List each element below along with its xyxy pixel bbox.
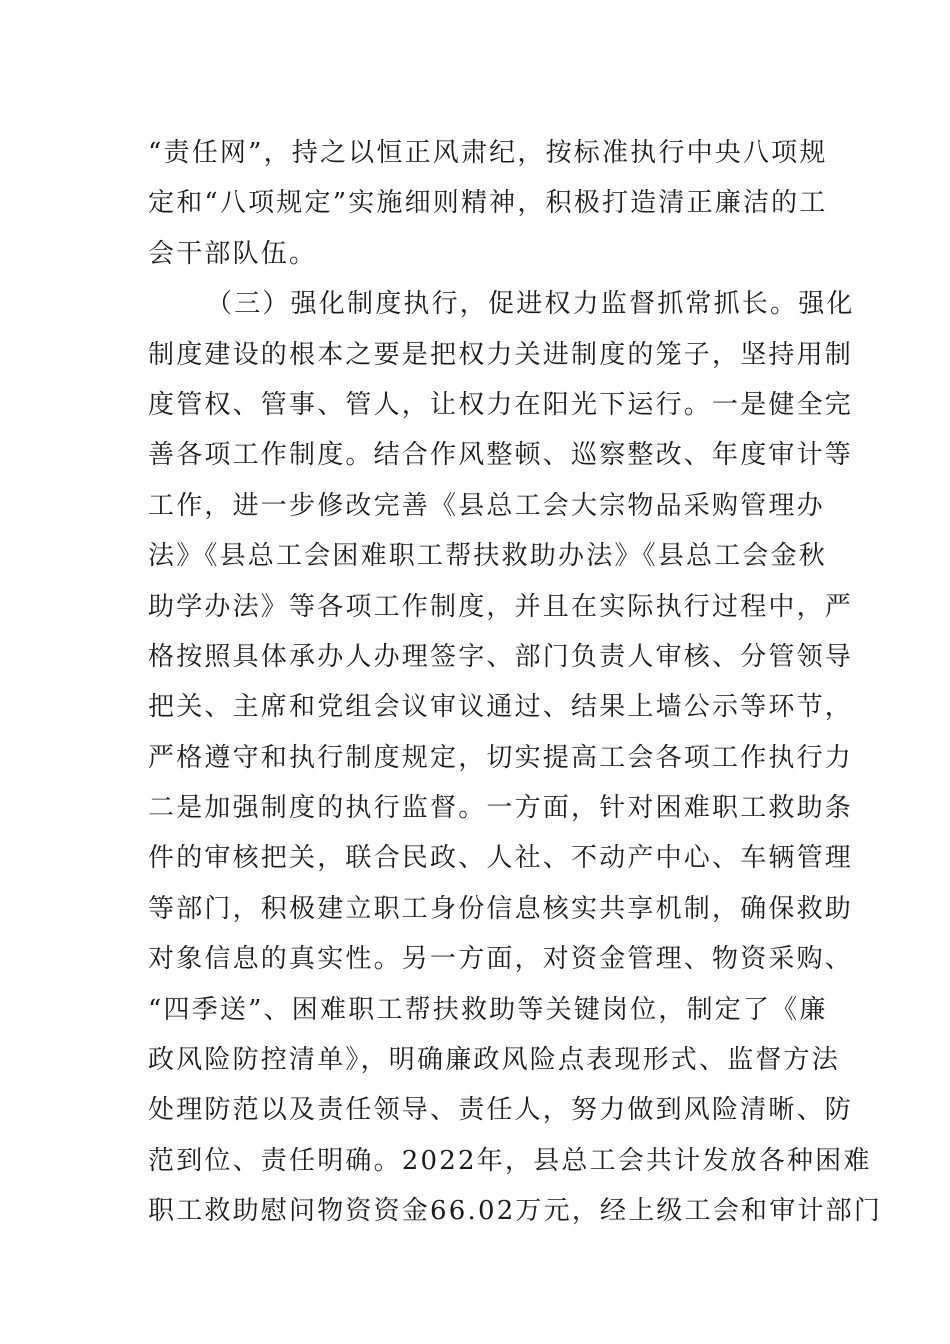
text-line: 定和“八项规定”实施细则精神，积极打造清正廉洁的工 [148,188,828,219]
text-line: “四季送”、困难职工帮扶救助等关键岗位，制定了《廉 [148,994,828,1025]
text-line: 制度建设的根本之要是把权力关进制度的笼子，坚持用制 [148,339,854,370]
body-text [148,128,883,1237]
text-line: 二是加强制度的执行监督。一方面，针对困难职工救助条 [148,793,854,824]
text-line: 范到位、责任明确。2022年，县总工会共计发放各种困难 [148,1145,872,1176]
text-line: 把关、主席和党组会议审议通过、结果上墙公示等环节， [148,692,854,723]
text-line: 对象信息的真实性。另一方面，对资金管理、物资采购、 [148,944,854,975]
section-heading-line: （三）强化制度执行，促进权力监督抓常抓长。强化 [206,289,855,320]
text-line: 件的审核把关，联合民政、人社、不动产中心、车辆管理 [148,843,854,874]
text-line: 会干部队伍。 [148,238,318,269]
text-line: 格按照具体承办人办理签字、部门负责人审核、分管领导 [148,641,854,672]
text-line: 法》《县总工会困难职工帮扶救助办法》《县总工会金秋 [148,541,828,572]
text-line: 职工救助慰问物资资金66.02万元，经上级工会和审计部门 [148,1196,883,1227]
text-line: 政风险防控清单》，明确廉政风险点表现形式、监督方法 [148,1045,841,1076]
text-line: 善各项工作制度。结合作风整顿、巡察整改、年度审计等 [148,440,854,471]
text-line: 度管权、管事、管人，让权力在阳光下运行。一是健全完 [148,389,854,420]
text-line: 等部门，积极建立职工身份信息核实共享机制，确保救助 [148,893,854,924]
text-line: 工作，进一步修改完善《县总工会大宗物品采购管理办 [148,490,825,521]
text-line: 助学办法》等各项工作制度，并且在实际执行过程中，严 [148,591,854,622]
text-line: 处理防范以及责任领导、责任人，努力做到风险清晰、防 [148,1095,854,1126]
text-line: 严格遵守和执行制度规定，切实提高工会各项工作执行力 [148,742,854,773]
text-line: “责任网”，持之以恒正风肃纪，按标准执行中央八项规 [148,138,828,168]
